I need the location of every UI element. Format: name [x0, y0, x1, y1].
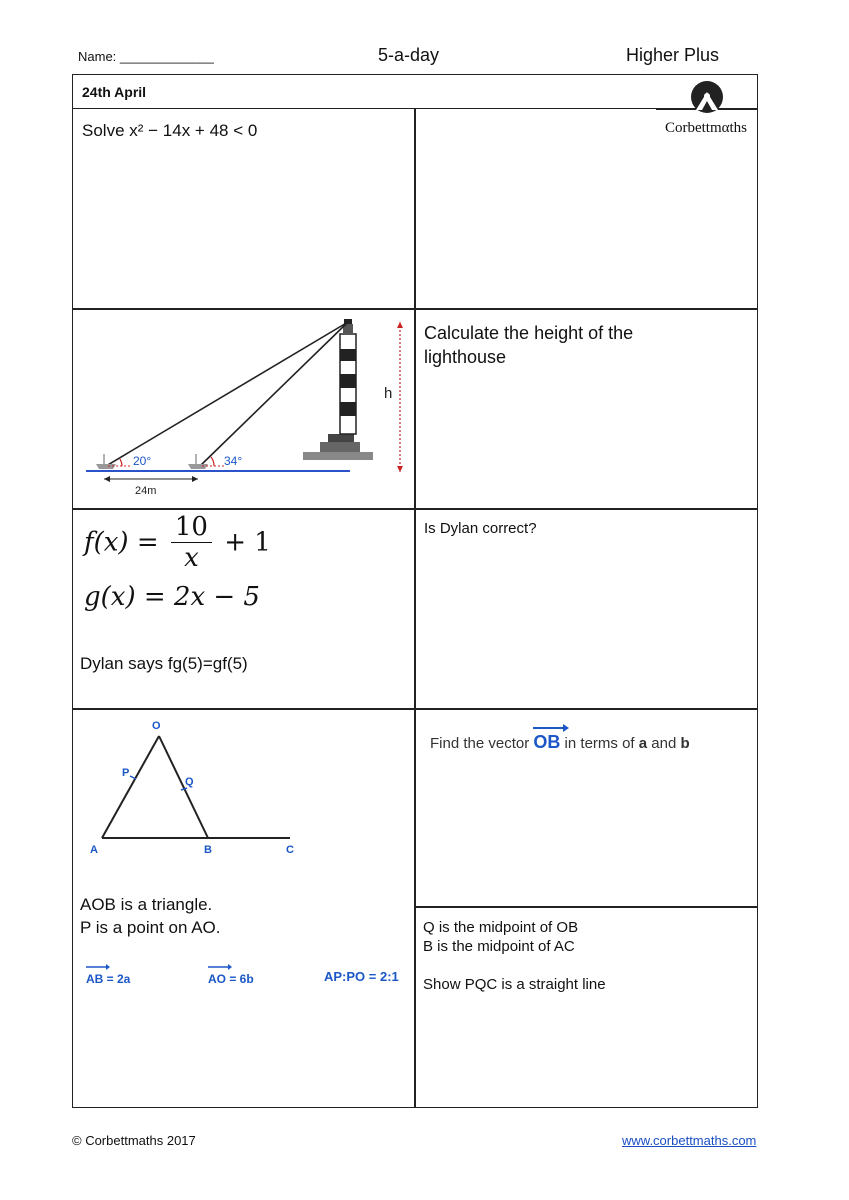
find-and: and	[647, 735, 681, 752]
function-f-lhs: f(x) =	[84, 527, 167, 558]
logo-text: Corbettmαths	[664, 120, 748, 136]
worksheet-level: Higher Plus	[626, 45, 720, 65]
description-line: P is a point on AO.	[80, 918, 221, 937]
row-divider	[72, 708, 758, 710]
point-c-label: C	[286, 844, 294, 856]
point-q-label: Q	[185, 776, 194, 788]
corbettmaths-logo	[656, 80, 756, 135]
worksheet-title: 5-a-day	[378, 45, 440, 65]
point-a-label: A	[90, 844, 98, 856]
vector-ao-text: AO = 6b	[208, 972, 254, 986]
function-f-rest: + 1	[215, 527, 271, 558]
dylan-statement: Dylan says fg(5)=gf(5)	[80, 654, 248, 673]
vector-arrow-icon	[86, 964, 110, 970]
lighthouse-diagram	[78, 314, 412, 504]
triangle-description	[80, 893, 221, 939]
vector-arrow-icon	[533, 724, 569, 732]
copyright: © Corbettmaths 2017	[72, 1133, 196, 1148]
name-field-label: Name: _____________	[78, 49, 214, 64]
description-line: AOB is a triangle.	[80, 895, 213, 914]
function-f	[84, 512, 271, 573]
angle-20-label: 20°	[133, 454, 152, 468]
column-divider	[414, 108, 416, 1108]
question-2	[424, 321, 633, 369]
q5-line: Q is the midpoint of OB	[423, 919, 579, 936]
website-link[interactable]: www.corbettmaths.com	[622, 1133, 757, 1148]
corbettmaths-logo-icon	[656, 80, 756, 114]
distance-label: 24m	[135, 485, 157, 497]
function-g: g(x) = 2x − 5	[84, 582, 260, 612]
row-divider	[72, 308, 758, 310]
point-p-label: P	[122, 767, 130, 779]
question-1: Solve x² − 14x + 48 < 0	[82, 121, 258, 140]
vector-ab	[86, 964, 130, 986]
vector-ao	[208, 964, 254, 986]
question-2-line: Calculate the height of the	[424, 323, 634, 343]
question-5	[423, 918, 606, 994]
vector-ob	[533, 732, 560, 753]
find-a: a	[638, 735, 648, 752]
row-divider	[414, 906, 758, 908]
vector-arrow-icon	[208, 964, 232, 970]
point-o-label: O	[152, 720, 161, 732]
fraction-denominator: x	[184, 543, 199, 573]
ratio-ap-po: AP:PO = 2:1	[324, 969, 399, 984]
question-2-line: lighthouse	[424, 347, 507, 367]
find-mid: in terms of	[560, 735, 639, 752]
vector-ob-text: OB	[533, 732, 561, 752]
find-prefix: Find the vector	[430, 735, 534, 752]
point-b-label: B	[204, 844, 212, 856]
question-3: Is Dylan correct?	[424, 520, 537, 537]
worksheet-date: 24th April	[82, 84, 147, 100]
vector-ab-text: AB = 2a	[86, 972, 131, 986]
q5-line: Show PQC is a straight line	[423, 976, 606, 993]
fraction	[171, 512, 212, 573]
fraction-numerator: 10	[171, 512, 212, 543]
q5-line: B is the midpoint of AC	[423, 938, 575, 955]
date-bar	[72, 74, 656, 109]
find-vector-prompt	[430, 732, 690, 753]
triangle-diagram	[80, 712, 310, 862]
find-b: b	[680, 735, 690, 752]
angle-34-label: 34°	[224, 454, 243, 468]
height-label: h	[384, 385, 393, 402]
row-divider	[72, 508, 758, 510]
